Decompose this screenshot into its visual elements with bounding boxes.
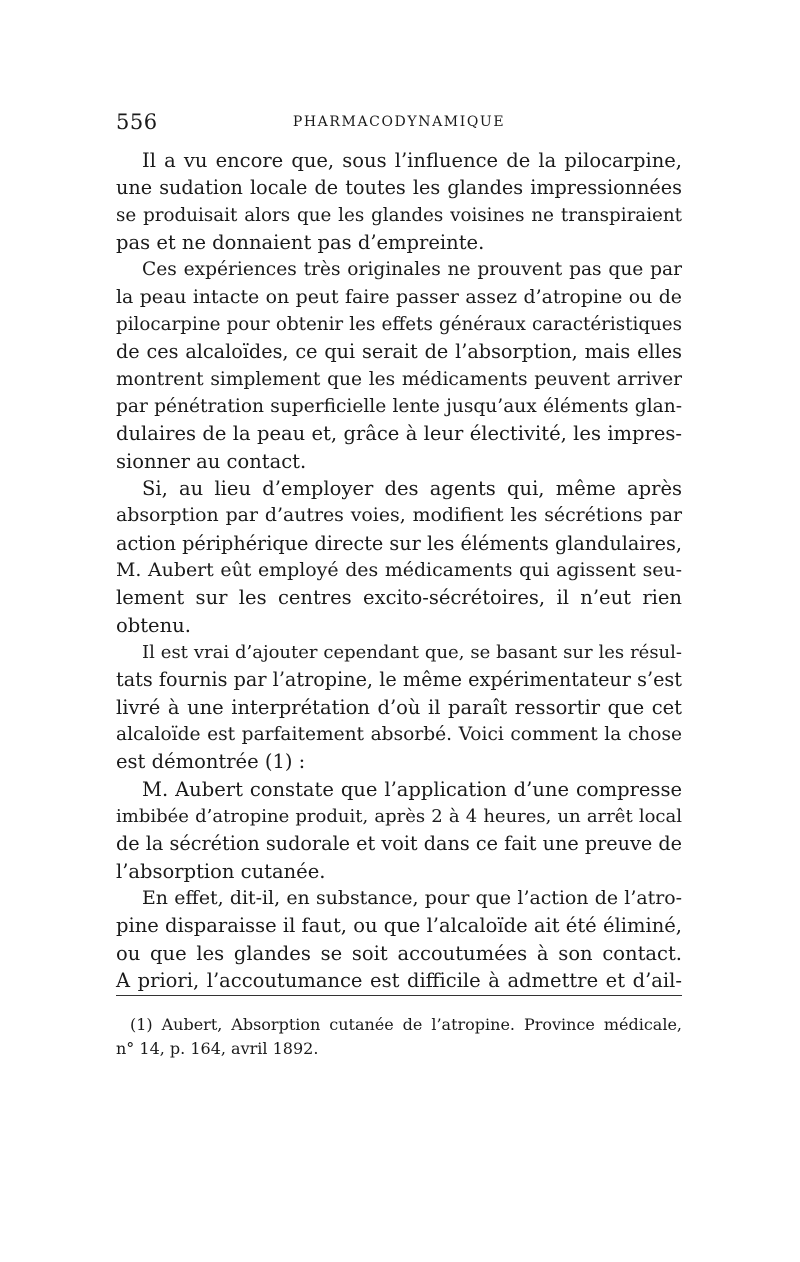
text-line: alcaloïde est parfaitement absorbé. Voici comment la chose bbox=[116, 723, 682, 745]
text-line: M. Aubert eût employé des médicaments qui agissent seu- bbox=[116, 558, 682, 581]
text-line: pilocarpine pour obtenir les effets généraux caractéristiques bbox=[116, 313, 682, 335]
text-line: En effet, dit-il, en substance, pour que l’action de l’atro- bbox=[142, 886, 682, 909]
text-line: ou que les glandes se soit accoutumées à son contact. bbox=[116, 941, 682, 965]
text-line: dulaires de la peau et, grâce à leur électivité, les impres- bbox=[116, 422, 682, 446]
text-line: pas et ne donnaient pas d’empreinte. bbox=[116, 230, 485, 254]
running-title: PHARMACODYNAMIQUE bbox=[292, 114, 506, 130]
text-line: par pénétration superficielle lente jusqu’aux éléments glan- bbox=[116, 395, 682, 417]
text-line: Il est vrai d’ajouter cependant que, se basant sur les résul- bbox=[142, 641, 682, 663]
text-line: lement sur les centres excito-sécrétoires, il n’eut rien bbox=[116, 586, 682, 610]
text-line: obtenu. bbox=[116, 613, 191, 637]
text-line: la peau intacte on peut faire passer assez d’atropine ou de bbox=[116, 285, 682, 308]
text-line: pine disparaisse il faut, ou que l’alcaloïde ait été éliminé, bbox=[116, 914, 682, 938]
text-line: action périphérique directe sur les éléments glandulaires, bbox=[116, 531, 682, 555]
text-line: sionner au contact. bbox=[116, 449, 307, 473]
text-line: tats fournis par l’atropine, le même expérimentateur s’est bbox=[116, 668, 682, 692]
text-line: absorption par d’autres voies, modifient les sécrétions par bbox=[116, 504, 682, 527]
text-line: Il a vu encore que, sous l’influence de la pilocarpine, bbox=[142, 149, 682, 172]
text-line: Si, au lieu d’employer des agents qui, même après bbox=[142, 476, 682, 500]
body-text bbox=[116, 147, 682, 994]
text-line: Ces expériences très originales ne prouvent pas que par bbox=[142, 259, 682, 281]
footnote bbox=[116, 1013, 682, 1061]
text-line: de ces alcaloïdes, ce qui serait de l’absorption, mais elles bbox=[116, 340, 682, 364]
text-line: M. Aubert constate que l’application d’une compresse bbox=[142, 777, 682, 801]
text-line: est démontrée (1) : bbox=[116, 750, 306, 774]
text-line: A priori, l’accoutumance est difficile à admettre et d’ail- bbox=[116, 968, 682, 992]
page-header bbox=[116, 110, 682, 140]
footnote-line: n° 14, p. 164, avril 1892. bbox=[116, 1039, 319, 1058]
text-line: livré à une interprétation d’où il paraît ressortir que cet bbox=[116, 695, 682, 719]
text-line: de la sécrétion sudorale et voit dans ce fait une preuve de bbox=[116, 832, 682, 856]
text-line: imbibée d’atropine produit, après 2 à 4 heures, un arrêt local bbox=[116, 805, 682, 827]
text-line: montrent simplement que les médicaments peuvent arriver bbox=[116, 368, 682, 390]
footnote-divider bbox=[116, 995, 682, 996]
page-number: 556 bbox=[116, 110, 158, 134]
footnote-line: (1) Aubert, Absorption cutanée de l’atropine. Province médicale, bbox=[130, 1015, 682, 1034]
text-line: se produisait alors que les glandes voisines ne transpiraient bbox=[116, 204, 682, 226]
text-line: une sudation locale de toutes les glandes impressionnées bbox=[116, 176, 682, 200]
text-line: l’absorption cutanée. bbox=[116, 859, 326, 883]
